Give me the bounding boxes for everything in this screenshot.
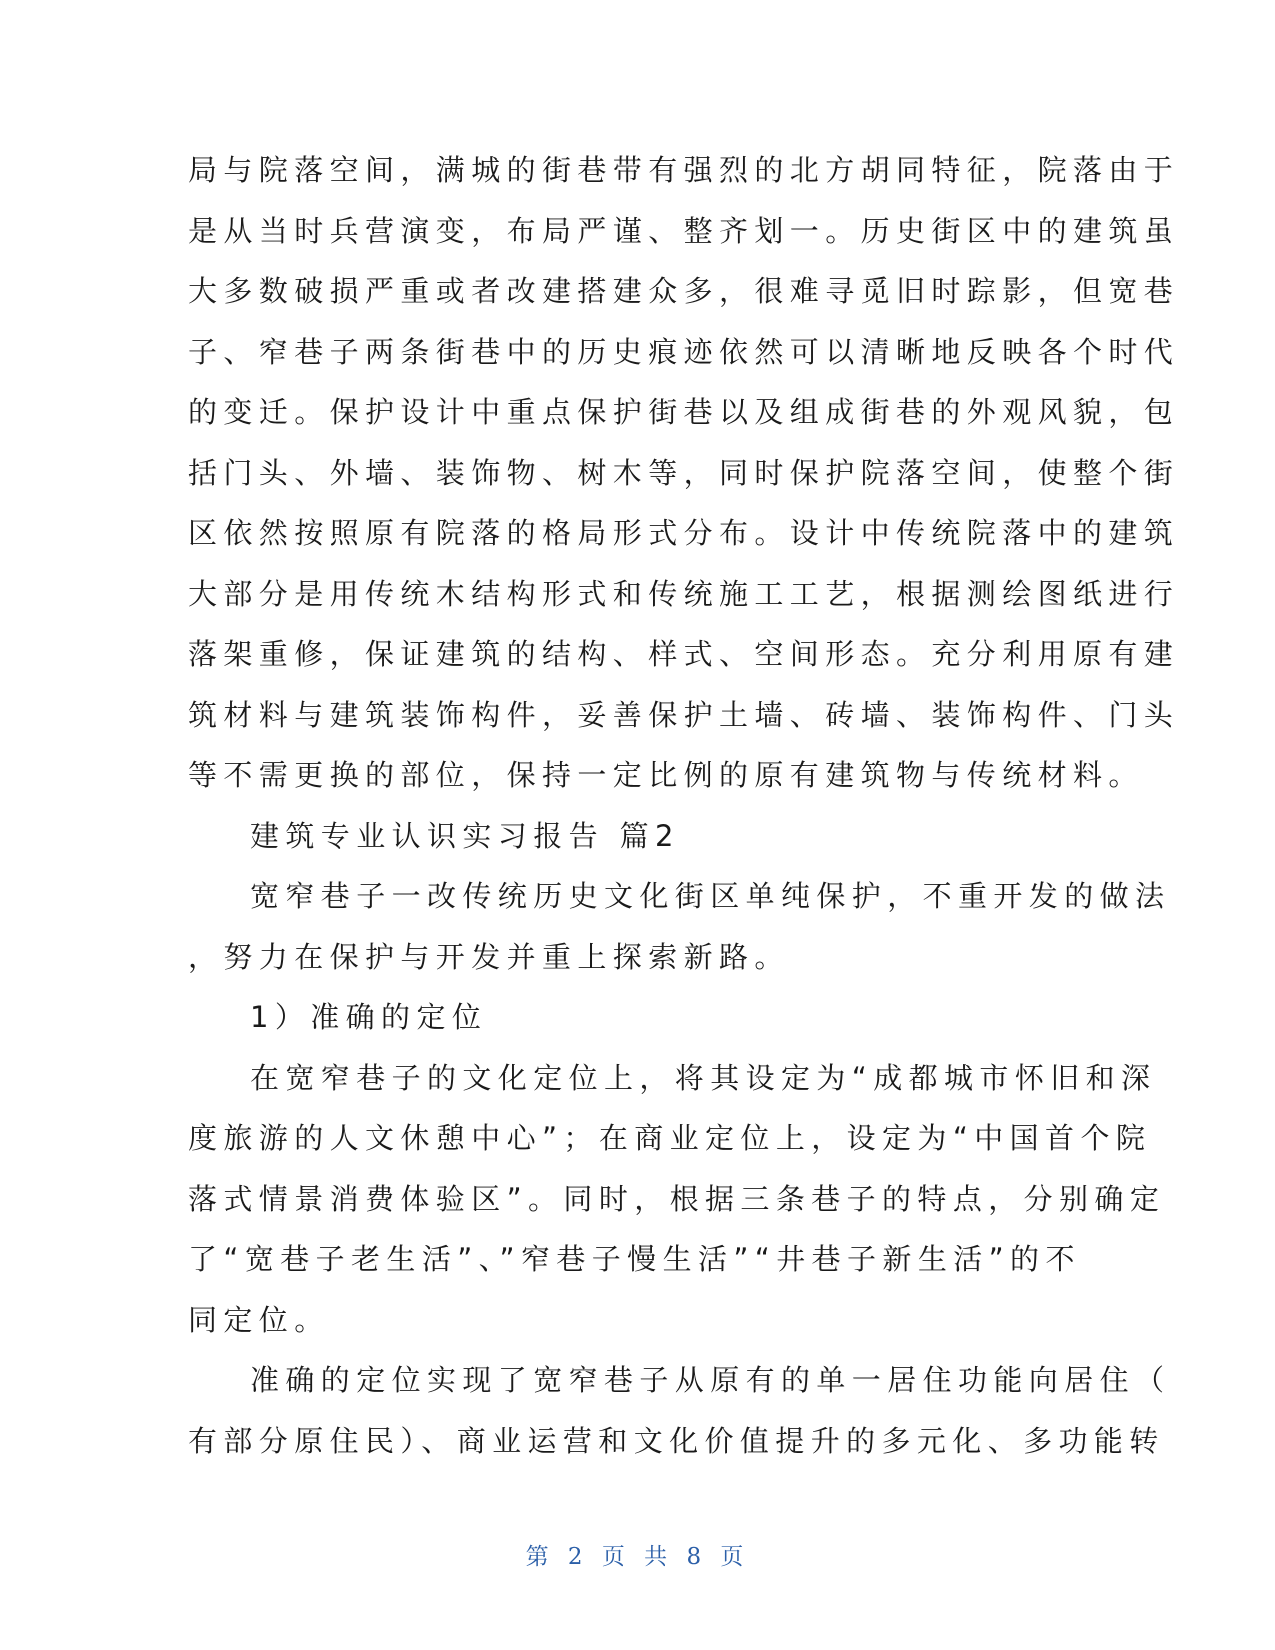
body-line: 括门头、外墙、装饰物、树木等，同时保护院落空间，使整个街 (188, 455, 1180, 490)
body-line: 同定位。 (188, 1302, 330, 1337)
body-line: 区依然按照原有院落的格局形式分布。设计中传统院落中的建筑 (188, 516, 1180, 550)
body-line: 大多数破损严重或者改建搭建众多，很难寻觅旧时踪影，但宽巷 (188, 274, 1180, 308)
body-line: 子、窄巷子两条街巷中的历史痕迹依然可以清晰地反映各个时代 (188, 334, 1180, 369)
body-line: 准确的定位实现了宽窄巷子从原有的单一居住功能向居住（ (250, 1363, 1171, 1397)
page-number-footer: 第 2 页 共 8 页 (525, 1544, 750, 1570)
subheading: 1）准确的定位 (250, 1000, 488, 1034)
body-line: 大部分是用传统木结构形式和传统施工工艺，根据测绘图纸进行 (188, 576, 1180, 611)
section-heading: 建筑专业认识实习报告 篇2 (250, 818, 680, 853)
body-line: 等不需更换的部位，保持一定比例的原有建筑物与传统材料。 (188, 758, 1144, 792)
body-line: 筑材料与建筑装饰构件，妥善保护土墙、砖墙、装饰构件、门头 (188, 697, 1180, 732)
body-line: 了“宽巷子老生活”、”窄巷子慢生活”“井巷子新生活”的不 (188, 1242, 1081, 1276)
body-line: 宽窄巷子一改传统历史文化街区单纯保护，不重开发的做法 (250, 879, 1171, 913)
body-line: 有部分原住民）、商业运营和文化价值提升的多元化、多功能转 (188, 1423, 1165, 1458)
body-line: 度旅游的人文休憩中心”；在商业定位上，设定为“中国首个院 (188, 1121, 1152, 1155)
body-line: 落架重修，保证建筑的结构、样式、空间形态。充分利用原有建 (188, 637, 1180, 671)
body-line: 的变迁。保护设计中重点保护街巷以及组成街巷的外观风貌，包 (188, 395, 1180, 429)
body-line: 落式情景消费体验区”。同时，根据三条巷子的特点，分别确定 (188, 1181, 1166, 1216)
body-line: ，努力在保护与开发并重上探索新路。 (188, 939, 790, 974)
body-line: 在宽窄巷子的文化定位上，将其设定为“成都城市怀旧和深 (250, 1060, 1157, 1095)
body-line: 是从当时兵营演变，布局严谨、整齐划一。历史街区中的建筑虽 (188, 213, 1180, 248)
document-body (188, 140, 1180, 1471)
body-line: 局与院落空间，满城的街巷带有强烈的北方胡同特征，院落由于 (188, 153, 1180, 187)
